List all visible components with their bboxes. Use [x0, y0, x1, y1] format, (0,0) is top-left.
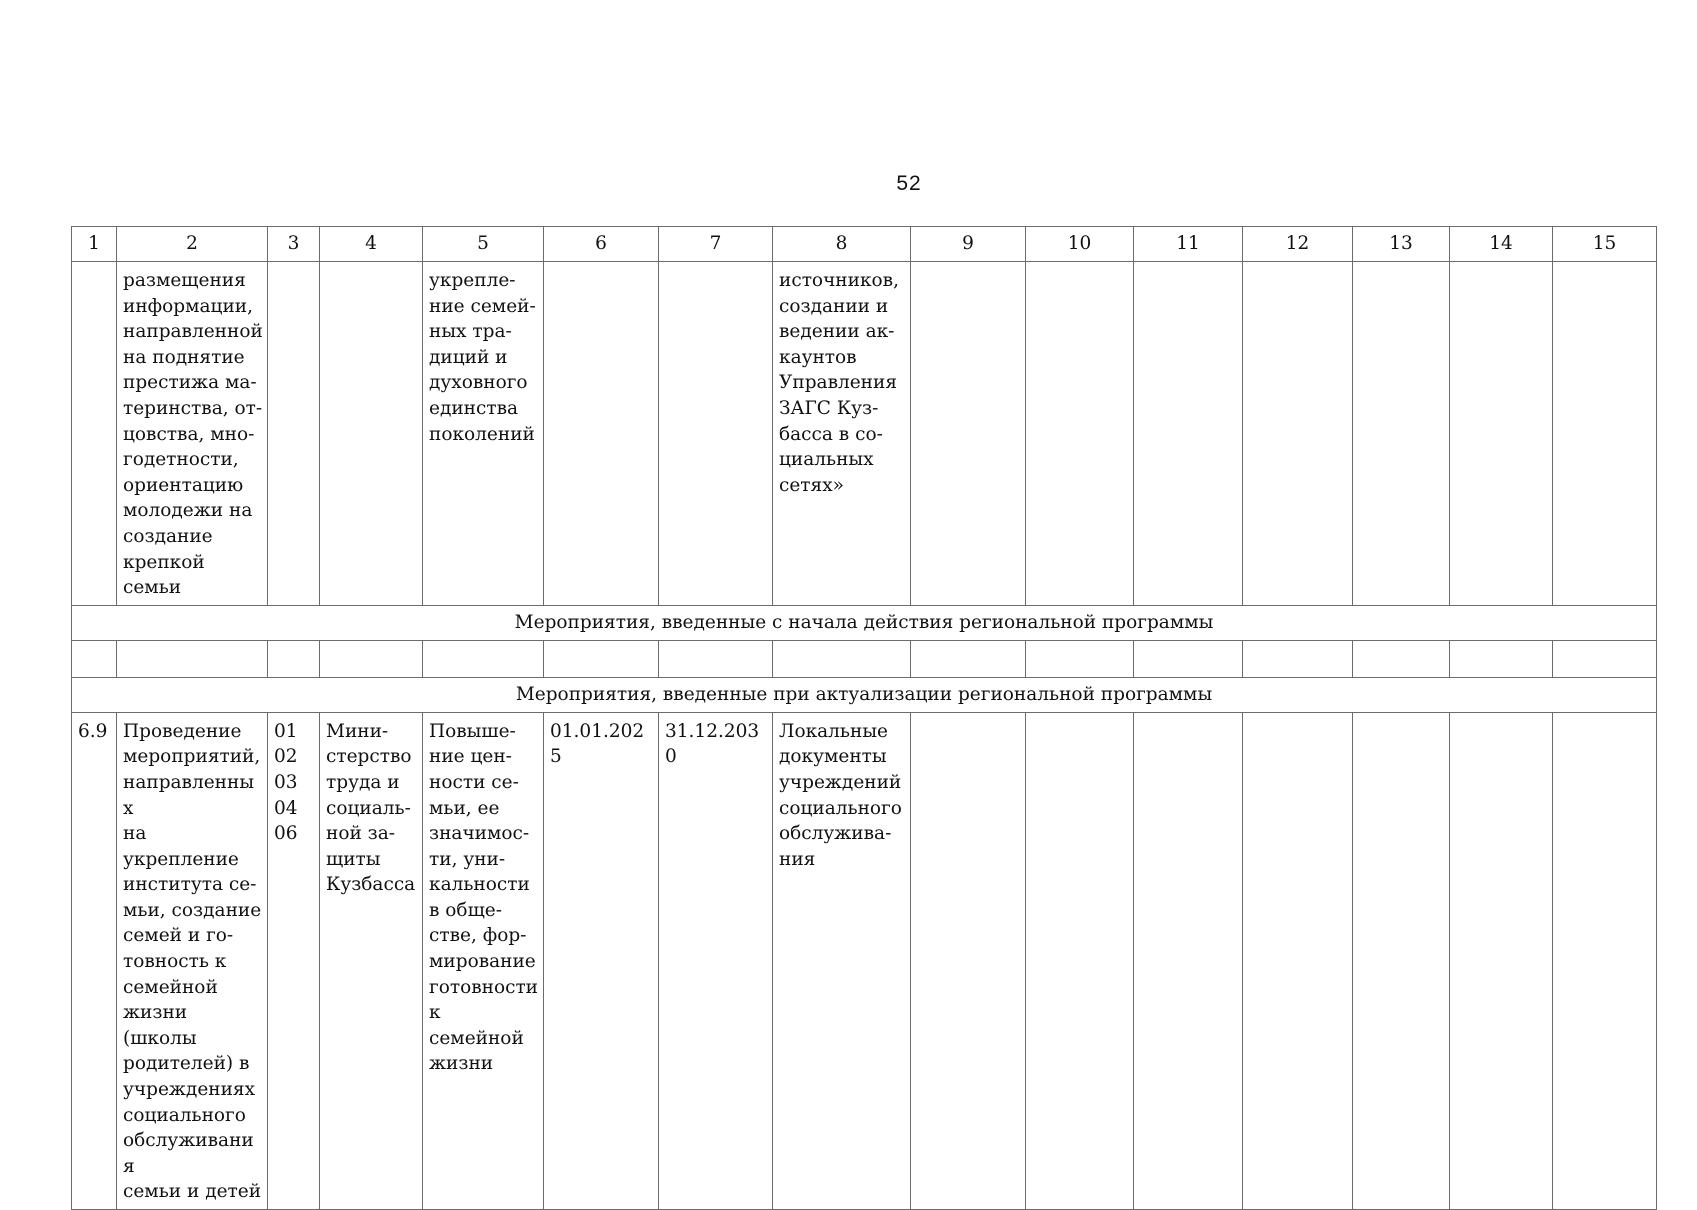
table-cell: [773, 262, 911, 606]
table-row: [72, 640, 1657, 677]
table-cell: [1450, 262, 1553, 606]
table-cell: [1553, 640, 1657, 677]
table-cell: [659, 712, 773, 1209]
header-cell: 11: [1134, 227, 1243, 262]
table-cell: [1450, 640, 1553, 677]
cell-text: источников, создании и ведении ак- каунтов Управления ЗАГС Куз- басса в со- циальных сетях»: [779, 270, 899, 496]
start-date: 01.01.2025: [550, 720, 645, 768]
table-cell: [1353, 712, 1450, 1209]
table-cell: [423, 712, 544, 1209]
table-cell: [911, 640, 1026, 677]
header-cell: 13: [1353, 227, 1450, 262]
table-cell: [911, 262, 1026, 606]
table-cell: [72, 640, 117, 677]
table-cell: [268, 262, 320, 606]
table-cell: [117, 262, 268, 606]
table-cell: [773, 640, 911, 677]
table-cell: [320, 262, 423, 606]
cell-text: Локальные документы учреждений социального обслужива- ния: [779, 720, 902, 870]
header-cell: 5: [423, 227, 544, 262]
section-row: [72, 605, 1657, 640]
header-cell: 1: [72, 227, 117, 262]
table-row: [72, 712, 1657, 1209]
table-cell: [72, 262, 117, 606]
page-number: 52: [896, 172, 922, 195]
table-cell: [117, 640, 268, 677]
cell-text: 01 02 03 04 06: [274, 720, 298, 845]
table-cell: [1450, 712, 1553, 1209]
header-cell: 4: [320, 227, 423, 262]
header-cell: 15: [1553, 227, 1657, 262]
section-heading: Мероприятия, введенные с начала действия региональной программы: [72, 605, 1657, 640]
cell-text: Мини- стерство труда и социаль- ной за- щиты Кузбасса: [326, 720, 416, 896]
header-cell: 2: [117, 227, 268, 262]
table-cell: [72, 712, 117, 1209]
program-table: [71, 226, 1657, 1210]
header-cell: 6: [544, 227, 659, 262]
section-heading: Мероприятия, введенные при актуализации региональной программы: [72, 677, 1657, 712]
section-row: [72, 677, 1657, 712]
cell-text: укрепле- ние семей- ных тра- диций и духовного единства поколений: [429, 270, 536, 445]
table-cell: [544, 640, 659, 677]
table-cell: [1026, 640, 1134, 677]
header-cell: 3: [268, 227, 320, 262]
table-cell: [1353, 262, 1450, 606]
table-cell: [117, 712, 268, 1209]
header-cell: 8: [773, 227, 911, 262]
header-row: [72, 227, 1657, 262]
table-cell: [320, 712, 423, 1209]
table-cell: [773, 712, 911, 1209]
end-date: 31.12.2030: [665, 720, 760, 768]
cell-text: размещения информации, направленной на поднятие престижа ма- теринства, от- цовства, мно- годетности, ориентацию молодежи на создание крепкой семьи: [123, 270, 263, 599]
table-cell: [423, 640, 544, 677]
header-cell: 7: [659, 227, 773, 262]
table-cell: [1134, 262, 1243, 606]
cell-text: Проведение мероприятий, направленных на укрепление института се- мьи, создание семей и го- товность к семейной жизни (школы родителей) в учреждениях социального обслуживания семьи и детей: [123, 720, 262, 1203]
table-cell: [911, 712, 1026, 1209]
table-cell: [320, 640, 423, 677]
table-cell: [1243, 712, 1353, 1209]
cell-text: Повыше- ние цен- ности се- мьи, ее значимос- ти, уни- кальности в обще- стве, фор- мирование готовности к семейной жизни: [429, 720, 539, 1075]
table-cell: [544, 262, 659, 606]
table-cell: [423, 262, 544, 606]
table-cell: [1134, 640, 1243, 677]
table-cell: [544, 712, 659, 1209]
table-cell: [1243, 262, 1353, 606]
table-row: [72, 262, 1657, 606]
table-cell: [268, 640, 320, 677]
header-cell: 12: [1243, 227, 1353, 262]
table-cell: [659, 262, 773, 606]
header-cell: 9: [911, 227, 1026, 262]
header-cell: 14: [1450, 227, 1553, 262]
table-cell: [1553, 712, 1657, 1209]
header-cell: 10: [1026, 227, 1134, 262]
row-number: 6.9: [78, 720, 108, 742]
table-cell: [1134, 712, 1243, 1209]
table-cell: [659, 640, 773, 677]
table-cell: [1353, 640, 1450, 677]
table-cell: [1553, 262, 1657, 606]
table-cell: [1243, 640, 1353, 677]
table-cell: [1026, 712, 1134, 1209]
table-cell: [1026, 262, 1134, 606]
table-cell: [268, 712, 320, 1209]
